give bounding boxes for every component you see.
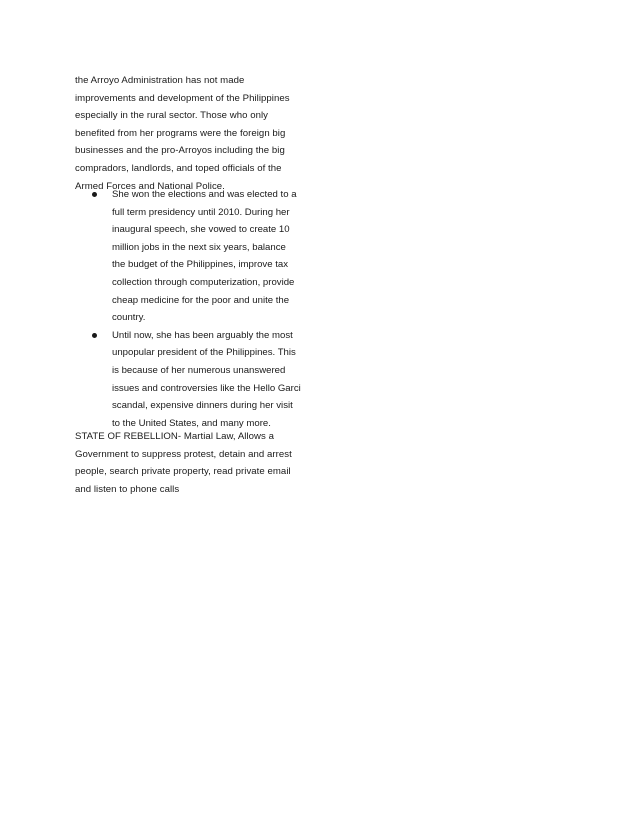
bullet-list xyxy=(90,186,320,432)
bullet-icon xyxy=(92,333,97,338)
bullet-line: cheap medicine for the poor and unite the xyxy=(112,294,290,306)
bullet-line: to the United States, and many more. xyxy=(112,417,271,429)
bullet-item-unpopular xyxy=(90,327,320,433)
paragraph-line: improvements and development of the Philippines xyxy=(75,92,290,104)
bullet-line: collection through computerization, provide xyxy=(112,276,295,288)
bullet-line: the budget of the Philippines, improve tax xyxy=(112,259,288,271)
paragraph-line: compradors, landlords, and toped officials of the xyxy=(75,162,282,174)
bullet-line: is because of her numerous unanswered xyxy=(112,364,286,376)
paragraph-line: STATE OF REBELLION- Martial Law, Allows a xyxy=(75,431,274,442)
bullet-item-election xyxy=(90,186,320,327)
paragraph-line: the Arroyo Administration has not made xyxy=(75,75,245,86)
bullet-line: full term presidency until 2010. During her xyxy=(112,206,290,218)
paragraph-line: people, search private property, read private email xyxy=(75,466,291,478)
paragraph-line: Government to suppress protest, detain and arrest xyxy=(75,448,292,460)
paragraph-line: and listen to phone calls xyxy=(75,483,180,495)
bullet-line: country. xyxy=(112,312,146,324)
bullet-line: issues and controversies like the Hello Garci xyxy=(112,382,301,394)
bullet-line: million jobs in the next six years, balance xyxy=(112,241,286,253)
bullet-line: scandal, expensive dinners during her visit xyxy=(112,400,293,412)
bullet-icon xyxy=(92,192,97,197)
bullet-line: She won the elections and was elected to a xyxy=(112,189,297,200)
paragraph-line: benefited from her programs were the foreign big xyxy=(75,127,286,139)
intro-paragraph xyxy=(75,72,311,195)
paragraph-line: businesses and the pro-Arroyos including the big xyxy=(75,145,285,157)
bullet-line: unpopular president of the Philippines. This xyxy=(112,347,296,359)
paragraph-line: especially in the rural sector. Those who only xyxy=(75,110,269,122)
bullet-line: inaugural speech, she vowed to create 10 xyxy=(112,224,290,236)
state-of-rebellion-paragraph xyxy=(75,428,311,498)
bullet-line: Until now, she has been arguably the most xyxy=(112,329,293,341)
paragraph-line: Armed Forces and National Police. xyxy=(75,180,225,192)
